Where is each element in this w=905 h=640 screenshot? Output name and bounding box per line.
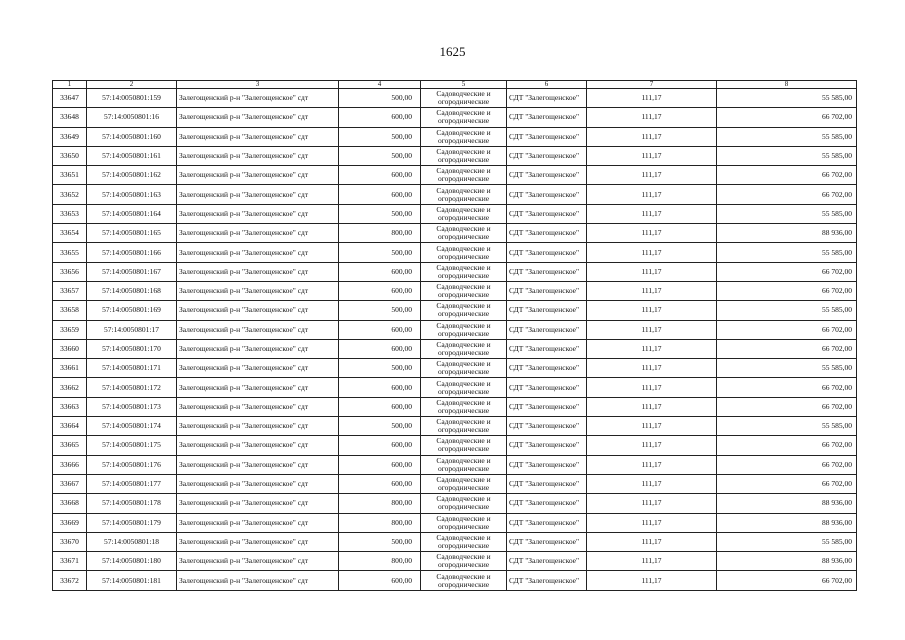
value-cell: 88 936,00 <box>717 494 857 513</box>
cadastral-number-cell: 57:14:0050801:161 <box>87 146 177 165</box>
cadastral-number-cell: 57:14:0050801:181 <box>87 571 177 590</box>
value-cell: 66 702,00 <box>717 397 857 416</box>
land-use-cell: Садоводческие и огороднические <box>421 127 507 146</box>
address-cell: Залегощенский р-н "Залегощенское" сдт <box>177 532 339 551</box>
cadastral-number-cell: 57:14:0050801:162 <box>87 166 177 185</box>
land-use-cell: Садоводческие и огороднические <box>421 571 507 590</box>
rate-cell: 111,17 <box>587 204 717 223</box>
header-cell: 3 <box>177 81 339 89</box>
rate-cell: 111,17 <box>587 455 717 474</box>
organization-cell: СДТ "Залегощенское" <box>507 185 587 204</box>
table-row <box>53 417 857 436</box>
address-cell: Залегощенский р-н "Залегощенское" сдт <box>177 339 339 358</box>
land-use-cell: Садоводческие и огороднические <box>421 436 507 455</box>
area-cell: 500,00 <box>339 359 421 378</box>
land-use-cell: Садоводческие и огороднические <box>421 108 507 127</box>
organization-cell: СДТ "Залегощенское" <box>507 552 587 571</box>
row-number-cell: 33654 <box>53 224 87 243</box>
area-cell: 600,00 <box>339 378 421 397</box>
header-cell: 4 <box>339 81 421 89</box>
rate-cell: 111,17 <box>587 378 717 397</box>
row-number-cell: 33656 <box>53 262 87 281</box>
header-cell: 1 <box>53 81 87 89</box>
rate-cell: 111,17 <box>587 436 717 455</box>
area-cell: 800,00 <box>339 513 421 532</box>
land-use-cell: Садоводческие и огороднические <box>421 185 507 204</box>
area-cell: 600,00 <box>339 108 421 127</box>
cadastral-number-cell: 57:14:0050801:173 <box>87 397 177 416</box>
table-row <box>53 127 857 146</box>
area-cell: 500,00 <box>339 301 421 320</box>
organization-cell: СДТ "Залегощенское" <box>507 262 587 281</box>
land-use-cell: Садоводческие и огороднические <box>421 243 507 262</box>
row-number-cell: 33661 <box>53 359 87 378</box>
organization-cell: СДТ "Залегощенское" <box>507 127 587 146</box>
rate-cell: 111,17 <box>587 127 717 146</box>
table-row <box>53 532 857 551</box>
table-row <box>53 281 857 300</box>
address-cell: Залегощенский р-н "Залегощенское" сдт <box>177 146 339 165</box>
address-cell: Залегощенский р-н "Залегощенское" сдт <box>177 166 339 185</box>
land-use-cell: Садоводческие и огороднические <box>421 417 507 436</box>
value-cell: 66 702,00 <box>717 281 857 300</box>
cadastral-number-cell: 57:14:0050801:17 <box>87 320 177 339</box>
area-cell: 500,00 <box>339 127 421 146</box>
header-cell: 2 <box>87 81 177 89</box>
organization-cell: СДТ "Залегощенское" <box>507 378 587 397</box>
row-number-cell: 33663 <box>53 397 87 416</box>
table-row <box>53 513 857 532</box>
row-number-cell: 33670 <box>53 532 87 551</box>
address-cell: Залегощенский р-н "Залегощенское" сдт <box>177 185 339 204</box>
rate-cell: 111,17 <box>587 243 717 262</box>
rate-cell: 111,17 <box>587 494 717 513</box>
land-use-cell: Садоводческие и огороднические <box>421 320 507 339</box>
cadastral-number-cell: 57:14:0050801:18 <box>87 532 177 551</box>
area-cell: 800,00 <box>339 224 421 243</box>
address-cell: Залегощенский р-н "Залегощенское" сдт <box>177 243 339 262</box>
land-use-cell: Садоводческие и огороднические <box>421 224 507 243</box>
land-use-cell: Садоводческие и огороднические <box>421 532 507 551</box>
header-cell: 6 <box>507 81 587 89</box>
value-cell: 66 702,00 <box>717 185 857 204</box>
table-row <box>53 474 857 493</box>
row-number-cell: 33668 <box>53 494 87 513</box>
organization-cell: СДТ "Залегощенское" <box>507 571 587 590</box>
row-number-cell: 33671 <box>53 552 87 571</box>
table-row <box>53 262 857 281</box>
organization-cell: СДТ "Залегощенское" <box>507 397 587 416</box>
cadastral-number-cell: 57:14:0050801:175 <box>87 436 177 455</box>
cadastral-number-cell: 57:14:0050801:168 <box>87 281 177 300</box>
cadastral-number-cell: 57:14:0050801:170 <box>87 339 177 358</box>
cadastral-number-cell: 57:14:0050801:177 <box>87 474 177 493</box>
area-cell: 600,00 <box>339 281 421 300</box>
land-use-cell: Садоводческие и огороднические <box>421 378 507 397</box>
organization-cell: СДТ "Залегощенское" <box>507 474 587 493</box>
row-number-cell: 33655 <box>53 243 87 262</box>
rate-cell: 111,17 <box>587 281 717 300</box>
rate-cell: 111,17 <box>587 320 717 339</box>
area-cell: 500,00 <box>339 243 421 262</box>
area-cell: 600,00 <box>339 339 421 358</box>
land-use-cell: Садоводческие и огороднические <box>421 89 507 108</box>
value-cell: 66 702,00 <box>717 108 857 127</box>
rate-cell: 111,17 <box>587 417 717 436</box>
land-use-cell: Садоводческие и огороднические <box>421 494 507 513</box>
cadastral-number-cell: 57:14:0050801:167 <box>87 262 177 281</box>
land-use-cell: Садоводческие и огороднические <box>421 474 507 493</box>
row-number-cell: 33659 <box>53 320 87 339</box>
table-row <box>53 455 857 474</box>
area-cell: 600,00 <box>339 185 421 204</box>
rate-cell: 111,17 <box>587 552 717 571</box>
value-cell: 55 585,00 <box>717 532 857 551</box>
row-number-cell: 33672 <box>53 571 87 590</box>
cadastral-number-cell: 57:14:0050801:163 <box>87 185 177 204</box>
area-cell: 600,00 <box>339 166 421 185</box>
area-cell: 600,00 <box>339 455 421 474</box>
table-row <box>53 552 857 571</box>
value-cell: 55 585,00 <box>717 417 857 436</box>
row-number-cell: 33647 <box>53 89 87 108</box>
organization-cell: СДТ "Залегощенское" <box>507 513 587 532</box>
row-number-cell: 33667 <box>53 474 87 493</box>
area-cell: 800,00 <box>339 552 421 571</box>
row-number-cell: 33653 <box>53 204 87 223</box>
row-number-cell: 33669 <box>53 513 87 532</box>
cadastral-number-cell: 57:14:0050801:159 <box>87 89 177 108</box>
row-number-cell: 33664 <box>53 417 87 436</box>
land-use-cell: Садоводческие и огороднические <box>421 146 507 165</box>
header-cell: 7 <box>587 81 717 89</box>
value-cell: 66 702,00 <box>717 320 857 339</box>
cadastral-number-cell: 57:14:0050801:176 <box>87 455 177 474</box>
row-number-cell: 33665 <box>53 436 87 455</box>
cadastral-number-cell: 57:14:0050801:174 <box>87 417 177 436</box>
land-use-cell: Садоводческие и огороднические <box>421 166 507 185</box>
organization-cell: СДТ "Залегощенское" <box>507 89 587 108</box>
rate-cell: 111,17 <box>587 108 717 127</box>
address-cell: Залегощенский р-н "Залегощенское" сдт <box>177 320 339 339</box>
address-cell: Залегощенский р-н "Залегощенское" сдт <box>177 494 339 513</box>
value-cell: 55 585,00 <box>717 301 857 320</box>
area-cell: 800,00 <box>339 494 421 513</box>
land-use-cell: Садоводческие и огороднические <box>421 397 507 416</box>
cadastral-number-cell: 57:14:0050801:164 <box>87 204 177 223</box>
cadastral-number-cell: 57:14:0050801:171 <box>87 359 177 378</box>
organization-cell: СДТ "Залегощенское" <box>507 281 587 300</box>
address-cell: Залегощенский р-н "Залегощенское" сдт <box>177 127 339 146</box>
row-number-cell: 33660 <box>53 339 87 358</box>
rate-cell: 111,17 <box>587 262 717 281</box>
address-cell: Залегощенский р-н "Залегощенское" сдт <box>177 552 339 571</box>
address-cell: Залегощенский р-н "Залегощенское" сдт <box>177 281 339 300</box>
cadastral-number-cell: 57:14:0050801:160 <box>87 127 177 146</box>
row-number-cell: 33657 <box>53 281 87 300</box>
address-cell: Залегощенский р-н "Залегощенское" сдт <box>177 474 339 493</box>
area-cell: 500,00 <box>339 146 421 165</box>
row-number-cell: 33666 <box>53 455 87 474</box>
row-number-cell: 33650 <box>53 146 87 165</box>
organization-cell: СДТ "Залегощенское" <box>507 494 587 513</box>
area-cell: 600,00 <box>339 474 421 493</box>
address-cell: Залегощенский р-н "Залегощенское" сдт <box>177 397 339 416</box>
rate-cell: 111,17 <box>587 301 717 320</box>
land-use-cell: Садоводческие и огороднические <box>421 339 507 358</box>
land-use-cell: Садоводческие и огороднические <box>421 262 507 281</box>
rate-cell: 111,17 <box>587 224 717 243</box>
table-row <box>53 397 857 416</box>
organization-cell: СДТ "Залегощенское" <box>507 339 587 358</box>
organization-cell: СДТ "Залегощенское" <box>507 204 587 223</box>
address-cell: Залегощенский р-н "Залегощенское" сдт <box>177 204 339 223</box>
cadastral-number-cell: 57:14:0050801:180 <box>87 552 177 571</box>
cadastral-number-cell: 57:14:0050801:179 <box>87 513 177 532</box>
table-row <box>53 224 857 243</box>
table-row <box>53 204 857 223</box>
table-row <box>53 146 857 165</box>
address-cell: Залегощенский р-н "Залегощенское" сдт <box>177 89 339 108</box>
rate-cell: 111,17 <box>587 513 717 532</box>
cadastral-number-cell: 57:14:0050801:172 <box>87 378 177 397</box>
table-row <box>53 89 857 108</box>
rate-cell: 111,17 <box>587 359 717 378</box>
row-number-cell: 33662 <box>53 378 87 397</box>
value-cell: 55 585,00 <box>717 89 857 108</box>
cadastral-number-cell: 57:14:0050801:169 <box>87 301 177 320</box>
area-cell: 600,00 <box>339 262 421 281</box>
address-cell: Залегощенский р-н "Залегощенское" сдт <box>177 224 339 243</box>
address-cell: Залегощенский р-н "Залегощенское" сдт <box>177 455 339 474</box>
land-use-cell: Садоводческие и огороднические <box>421 513 507 532</box>
value-cell: 66 702,00 <box>717 339 857 358</box>
organization-cell: СДТ "Залегощенское" <box>507 417 587 436</box>
organization-cell: СДТ "Залегощенское" <box>507 146 587 165</box>
header-row <box>53 81 857 89</box>
table-row <box>53 108 857 127</box>
organization-cell: СДТ "Залегощенское" <box>507 436 587 455</box>
address-cell: Залегощенский р-н "Залегощенское" сдт <box>177 262 339 281</box>
organization-cell: СДТ "Залегощенское" <box>507 243 587 262</box>
organization-cell: СДТ "Залегощенское" <box>507 224 587 243</box>
value-cell: 55 585,00 <box>717 204 857 223</box>
organization-cell: СДТ "Залегощенское" <box>507 455 587 474</box>
value-cell: 66 702,00 <box>717 436 857 455</box>
value-cell: 88 936,00 <box>717 224 857 243</box>
value-cell: 66 702,00 <box>717 571 857 590</box>
table-row <box>53 359 857 378</box>
table-body <box>53 89 857 591</box>
area-cell: 500,00 <box>339 89 421 108</box>
table-row <box>53 185 857 204</box>
organization-cell: СДТ "Залегощенское" <box>507 166 587 185</box>
area-cell: 600,00 <box>339 571 421 590</box>
address-cell: Залегощенский р-н "Залегощенское" сдт <box>177 436 339 455</box>
value-cell: 66 702,00 <box>717 262 857 281</box>
row-number-cell: 33648 <box>53 108 87 127</box>
rate-cell: 111,17 <box>587 474 717 493</box>
value-cell: 66 702,00 <box>717 455 857 474</box>
row-number-cell: 33652 <box>53 185 87 204</box>
table-row <box>53 339 857 358</box>
value-cell: 55 585,00 <box>717 146 857 165</box>
cadastral-number-cell: 57:14:0050801:178 <box>87 494 177 513</box>
value-cell: 66 702,00 <box>717 166 857 185</box>
header-cell: 5 <box>421 81 507 89</box>
land-use-cell: Садоводческие и огороднические <box>421 204 507 223</box>
area-cell: 500,00 <box>339 417 421 436</box>
value-cell: 55 585,00 <box>717 127 857 146</box>
table-row <box>53 494 857 513</box>
value-cell: 88 936,00 <box>717 552 857 571</box>
area-cell: 500,00 <box>339 204 421 223</box>
land-use-cell: Садоводческие и огороднические <box>421 281 507 300</box>
address-cell: Залегощенский р-н "Залегощенское" сдт <box>177 417 339 436</box>
value-cell: 55 585,00 <box>717 359 857 378</box>
land-use-cell: Садоводческие и огороднические <box>421 301 507 320</box>
address-cell: Залегощенский р-н "Залегощенское" сдт <box>177 571 339 590</box>
value-cell: 55 585,00 <box>717 243 857 262</box>
rate-cell: 111,17 <box>587 185 717 204</box>
organization-cell: СДТ "Залегощенское" <box>507 301 587 320</box>
organization-cell: СДТ "Залегощенское" <box>507 359 587 378</box>
table-row <box>53 571 857 590</box>
rate-cell: 111,17 <box>587 166 717 185</box>
cadastral-number-cell: 57:14:0050801:165 <box>87 224 177 243</box>
land-use-cell: Садоводческие и огороднические <box>421 359 507 378</box>
table-row <box>53 243 857 262</box>
address-cell: Залегощенский р-н "Залегощенское" сдт <box>177 301 339 320</box>
rate-cell: 111,17 <box>587 532 717 551</box>
header-cell: 8 <box>717 81 857 89</box>
cadastral-number-cell: 57:14:0050801:16 <box>87 108 177 127</box>
row-number-cell: 33658 <box>53 301 87 320</box>
value-cell: 66 702,00 <box>717 474 857 493</box>
area-cell: 500,00 <box>339 532 421 551</box>
rate-cell: 111,17 <box>587 146 717 165</box>
area-cell: 600,00 <box>339 436 421 455</box>
row-number-cell: 33649 <box>53 127 87 146</box>
table-row <box>53 378 857 397</box>
area-cell: 600,00 <box>339 397 421 416</box>
organization-cell: СДТ "Залегощенское" <box>507 320 587 339</box>
organization-cell: СДТ "Залегощенское" <box>507 532 587 551</box>
value-cell: 88 936,00 <box>717 513 857 532</box>
table-row <box>53 301 857 320</box>
area-cell: 600,00 <box>339 320 421 339</box>
rate-cell: 111,17 <box>587 89 717 108</box>
address-cell: Залегощенский р-н "Залегощенское" сдт <box>177 513 339 532</box>
address-cell: Залегощенский р-н "Залегощенское" сдт <box>177 378 339 397</box>
value-cell: 66 702,00 <box>717 378 857 397</box>
land-use-cell: Садоводческие и огороднические <box>421 455 507 474</box>
row-number-cell: 33651 <box>53 166 87 185</box>
cadastral-number-cell: 57:14:0050801:166 <box>87 243 177 262</box>
rate-cell: 111,17 <box>587 397 717 416</box>
registry-table <box>52 80 857 591</box>
page-number: 1625 <box>439 44 466 59</box>
rate-cell: 111,17 <box>587 571 717 590</box>
rate-cell: 111,17 <box>587 339 717 358</box>
table-row <box>53 166 857 185</box>
address-cell: Залегощенский р-н "Залегощенское" сдт <box>177 108 339 127</box>
table-row <box>53 436 857 455</box>
address-cell: Залегощенский р-н "Залегощенское" сдт <box>177 359 339 378</box>
organization-cell: СДТ "Залегощенское" <box>507 108 587 127</box>
land-use-cell: Садоводческие и огороднические <box>421 552 507 571</box>
table-row <box>53 320 857 339</box>
